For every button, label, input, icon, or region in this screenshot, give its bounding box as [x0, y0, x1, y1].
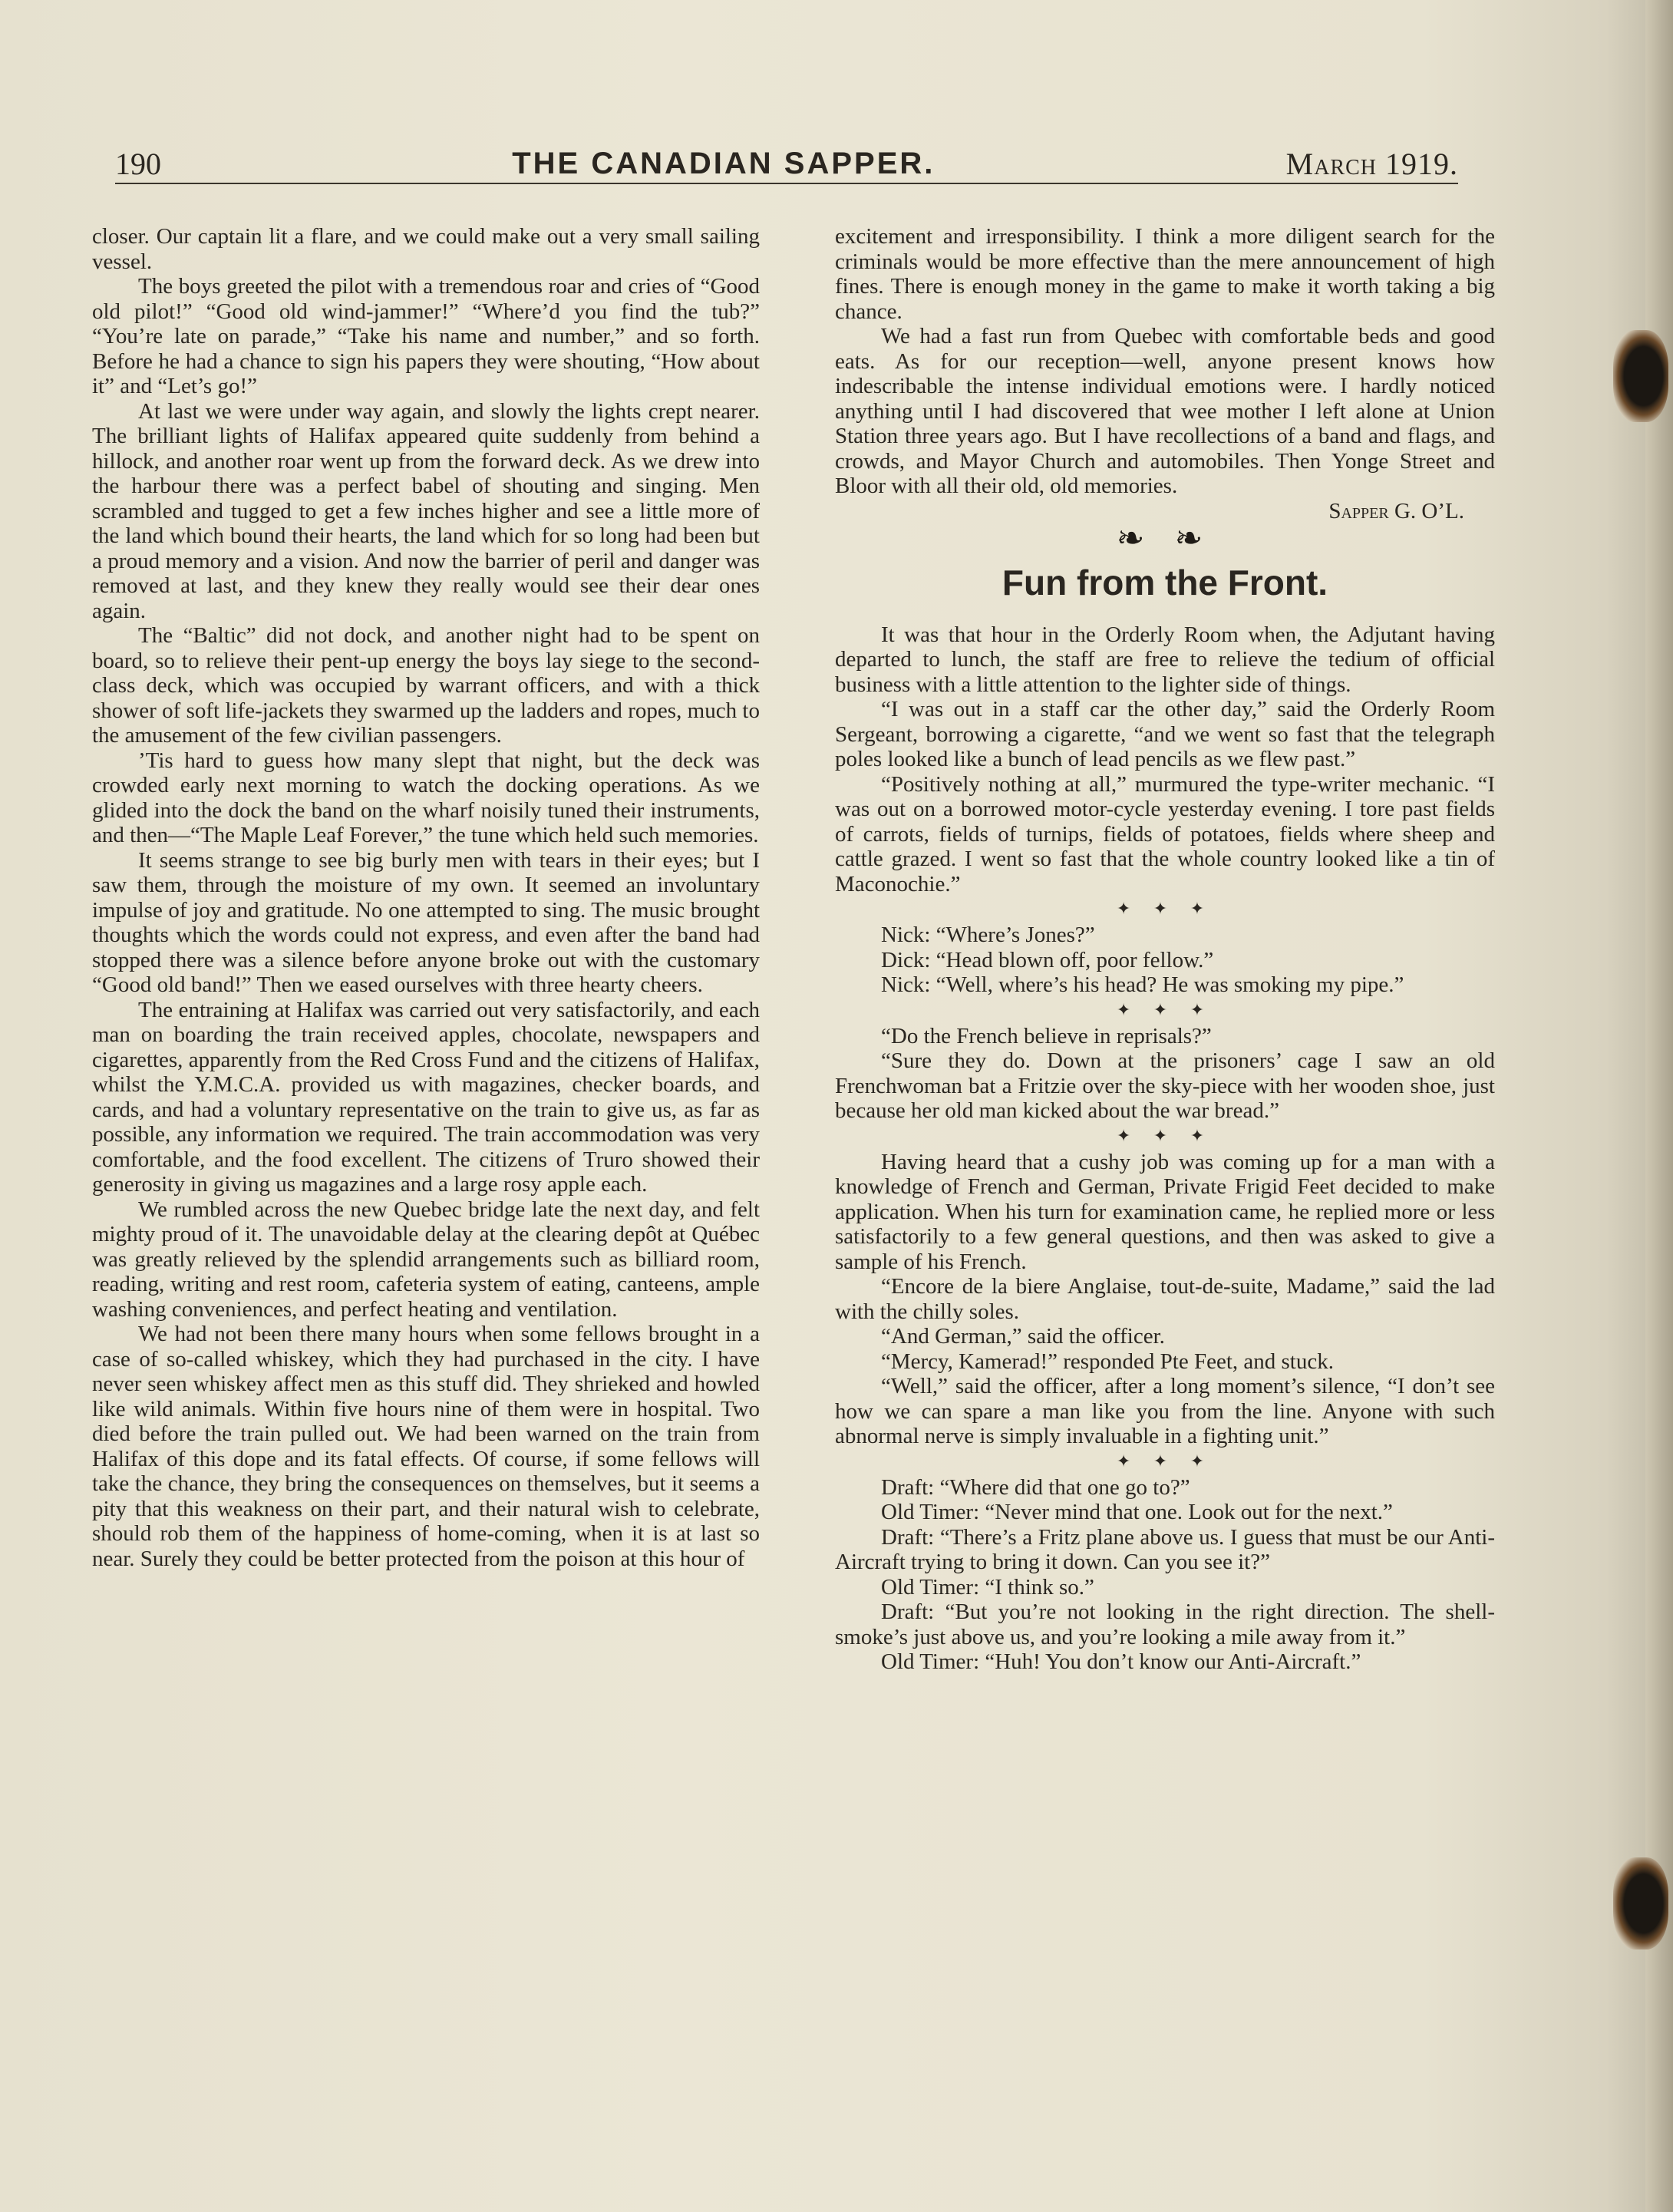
page-number: 190 [115, 146, 161, 181]
dialogue-line: “Sure they do. Down at the prisoners’ cage I saw an old Frenchwoman bat a Fritzie over the sky-piece with her wooden shoe, just because her old man kicked about the war bread.” [835, 1048, 1495, 1123]
separator: ✦ ✦ ✦ [1116, 1125, 1214, 1145]
paragraph: We rumbled across the new Quebec bridge late the next day, and felt mighty proud of it. The unavoidable delay at the clearing depôt at Québec was greatly relieved by the splendid arrangements such as billiard room, reading, writing and rest room, cafeteria system of eating, canteens, ample washing conveniences, and perfect heating and ventilation. [92, 1197, 760, 1322]
issue-date: March 1919. [1285, 146, 1458, 181]
paragraph: At last we were under way again, and slowly the lights crept nearer. The brilliant lights of Halifax appeared quite suddenly from behind a hillock, and another roar went up from the forward deck. As we drew into the harbour there was a perfect babel of shouting and singing. Men scrambled and tugged to get a few inches higher and see a little more of the land which bound their hearts, the land which for so long had been but a proud memory and a vision. And now the barrier of peril and danger was removed at last, and they knew they really would see their dear ones again. [92, 398, 760, 623]
dialogue-line: Nick: “Well, where’s his head? He was smoking my pipe.” [881, 972, 1404, 997]
right-column [835, 224, 1495, 1675]
dialogue-line: Dick: “Head blown off, poor fellow.” [881, 947, 1214, 972]
ornament: ❧ ❧ [1116, 520, 1214, 557]
paragraph: closer. Our captain lit a flare, and we could make out a very small sailing vessel. [92, 224, 760, 274]
binding-hole [1613, 1857, 1668, 1950]
paragraph: It was that hour in the Orderly Room when, the Adjutant having departed to lunch, the staff are free to relieve the tedium of official business with a little attention to the lighter side of things. [835, 622, 1495, 697]
paragraph: The “Baltic” did not dock, and another night had to be spent on board, so to relieve their pent-up energy the boys lay siege to the second-class deck, which was occupied by warrant officers, and with a thick shower of soft life-jackets they swarmed up the ladders and ropes, much to the amusement of the few civilian passengers. [92, 623, 760, 748]
paragraph: The boys greeted the pilot with a tremendous roar and cries of “Good old pilot!” “Good old wind-jammer!” “Where’d you find the tub?” “You’re late on parade,” “Take his name and number,” and so forth. Before he had a chance to sign his papers they were shouting, “How about it” and “Let’s go!” [92, 274, 760, 398]
dialogue-line: “Do the French believe in reprisals?” [881, 1023, 1212, 1048]
dialogue-line: Draft: “Where did that one go to?” [881, 1474, 1190, 1500]
paragraph: We had not been there many hours when some fellows brought in a case of so-called whiskey, which they had purchased in the city. I have never seen whiskey affect men as this stuff did. They shrieked and howled like wild animals. Within five hours nine of them were in hospital. Two died before the train pulled out. We had been warned on the train from Halifax of this dope and its fatal effects. Of course, if some fellows will take the chance, they bring the consequences on themselves, but it seems a pity that this weakness on their part, and their natural wish to celebrate, should rob them of the happiness of home-coming, when it is at last so near. Surely they could be better protected from the poison at this hour of [92, 1322, 760, 1571]
dialogue-line: Old Timer: “Never mind that one. Look out for the next.” [881, 1500, 1393, 1524]
paragraph: ’Tis hard to guess how many slept that night, but the deck was crowded early next morning to watch the docking operations. As we glided into the dock the band on the wharf noisily tuned their instruments, and then—“The Maple Leaf Forever,” the tune which held such memories. [92, 748, 760, 847]
paragraph: excitement and irresponsibility. I think a more diligent search for the criminals would be more effective than the mere announcement of high fines. There is enough money in the game to make it worth taking a big chance. [835, 224, 1495, 324]
separator: ✦ ✦ ✦ [1116, 899, 1214, 918]
magazine-title: THE CANADIAN SAPPER. [512, 146, 935, 180]
dialogue-line: Draft: “There’s a Fritz plane above us. I guess that must be our Anti-Aircraft trying to bring it down. Can you see it?” [835, 1524, 1495, 1574]
paragraph: “Positively nothing at all,” murmured the type-writer mechanic. “I was out on a borrowed motor-cycle yesterday evening. I tore past fields of carrots, fields of turnips, fields of potatoes, fields where sheep and cattle grazed. I went so fast that the whole country looked like a tin of Maconochie.” [835, 771, 1495, 896]
paragraph: Having heard that a cushy job was coming up for a man with a knowledge of French and German, Private Frigid Feet decided to make application. When his turn for examination came, he replied more or less satisfactorily to a few general questions, and then was asked to give a sample of his French. [835, 1149, 1495, 1274]
paragraph: “I was out in a staff car the other day,” said the Orderly Room Sergeant, borrowing a cigarette, “and we went so fast that the telegraph poles looked like a bunch of lead pencils as we flew past.” [835, 697, 1495, 771]
dialogue-line: Draft: “But you’re not looking in the right direction. The shell-smoke’s just above us, and you’re looking a mile away from it.” [835, 1600, 1495, 1649]
dialogue-line: Old Timer: “Huh! You don’t know our Anti-Aircraft.” [881, 1649, 1361, 1674]
binding-hole [1613, 330, 1668, 422]
dialogue-line: “Encore de la biere Anglaise, tout-de-suite, Madame,” said the lad with the chilly soles. [835, 1274, 1495, 1324]
dialogue-line: “Well,” said the officer, after a long moment’s silence, “I don’t see how we can spare a man like you from the line. Anyone with such abnormal nerve is simply invaluable in a fighting unit.” [835, 1374, 1495, 1448]
header-rule [115, 183, 1458, 184]
section-title: Fun from the Front. [1001, 562, 1328, 603]
paragraph: We had a fast run from Quebec with comfortable beds and good eats. As for our reception—well, anyone present knows how indescribable the intense individual emotions were. I hardly noticed anything until I had discovered that wee mother I left alone at Union Station three years ago. But I have recollections of a band and flags, and crowds, and Mayor Church and automobiles. Then Yonge Street and Bloor with all their old, old memories. [835, 324, 1495, 498]
dialogue-line: “Mercy, Kamerad!” responded Pte Feet, and stuck. [881, 1349, 1334, 1374]
paragraph: It seems strange to see big burly men with tears in their eyes; but I saw them, through the moisture of my own. It seemed an involuntary impulse of joy and gratitude. No one attempted to sing. The music brought thoughts which the words could not express, and even after the band had stopped there was a silence before anyone broke out with the customary “Good old band!” Then we eased ourselves with three hearty cheers. [92, 847, 760, 997]
separator: ✦ ✦ ✦ [1116, 1451, 1214, 1471]
dialogue-line: “And German,” said the officer. [881, 1324, 1165, 1349]
paragraph: The entraining at Halifax was carried out very satisfactorily, and each man on boarding the train received apples, chocolate, newspapers and cigarettes, apparently from the Red Cross Fund and the citizens of Halifax, whilst the Y.M.C.A. provided us with magazines, checker boards, and cards, and had a voluntary representative on the train to give us, as far as possible, any information we required. The train accommodation was very comfortable, and the food excellent. The citizens of Truro showed their generosity in giving us magazines and a large rosy apple each. [92, 997, 760, 1197]
separator: ✦ ✦ ✦ [1116, 999, 1214, 1019]
dialogue-line: Old Timer: “I think so.” [881, 1574, 1094, 1600]
left-column [92, 224, 760, 1571]
dialogue-line: Nick: “Where’s Jones?” [881, 923, 1095, 947]
author-signature: Sapper G. O’L. [1328, 498, 1464, 523]
